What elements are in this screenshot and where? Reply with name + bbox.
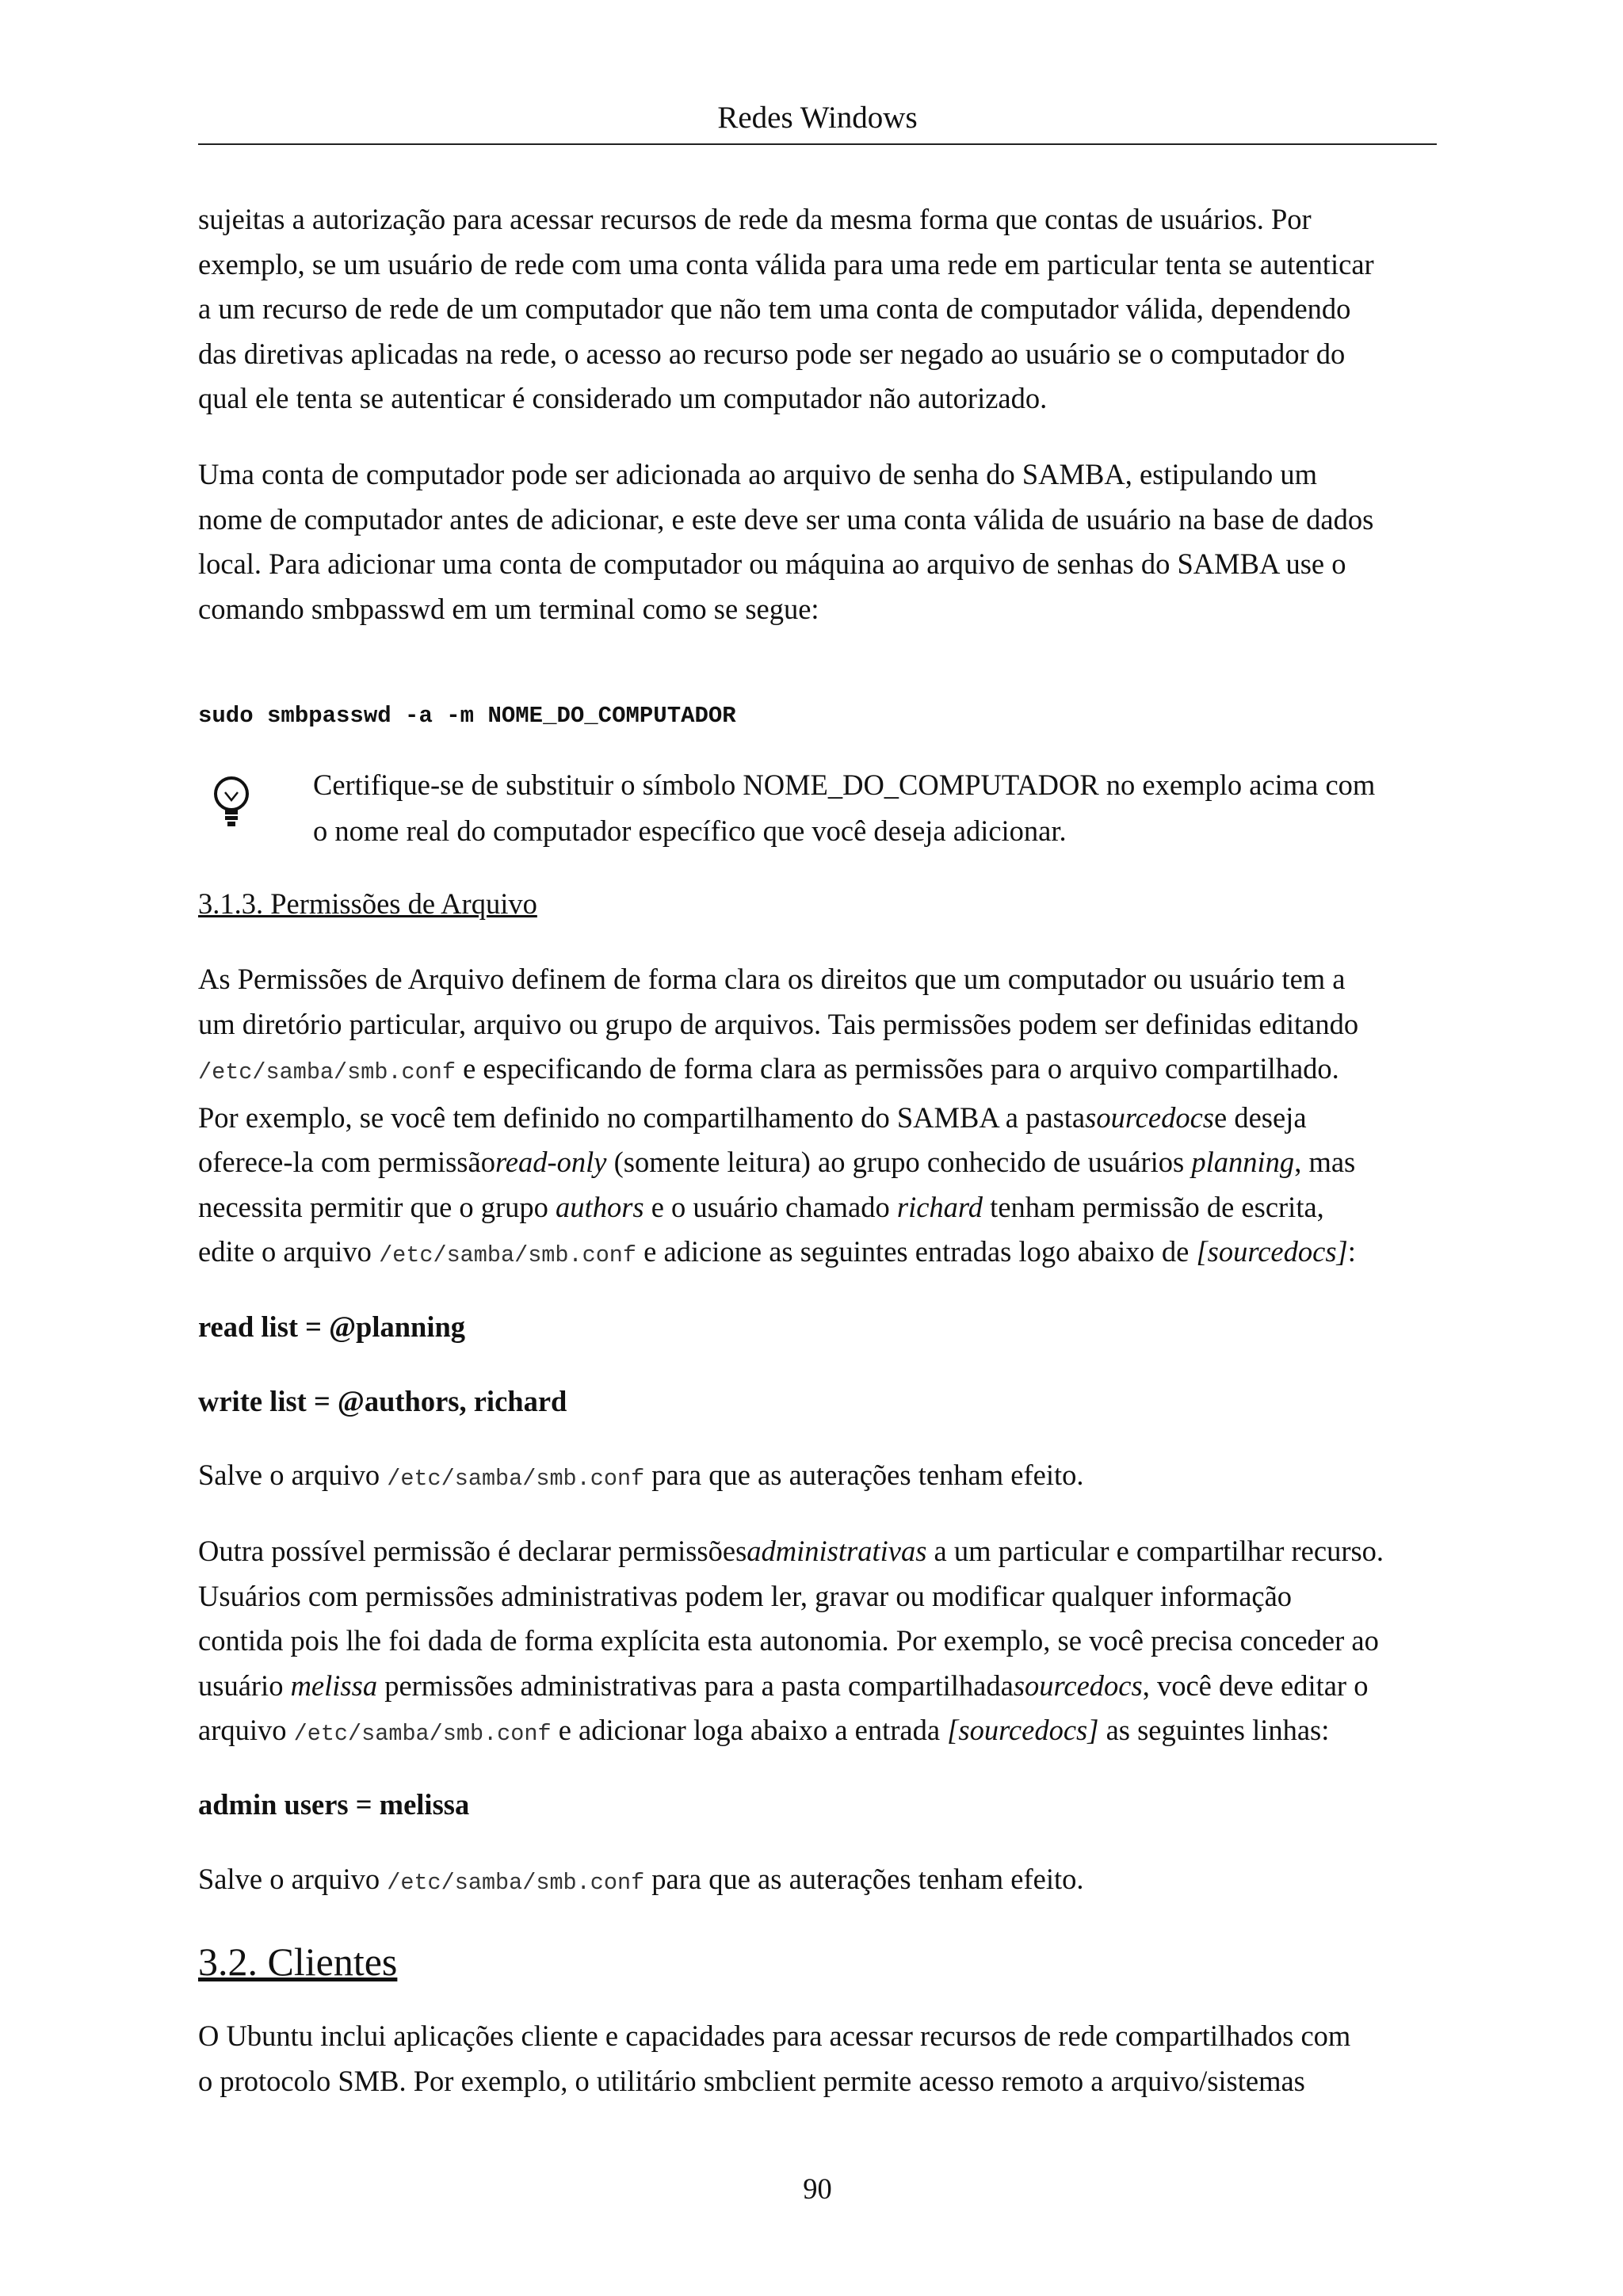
text-line: nome de computador antes de adicionar, e este deve ser uma conta válida de usuário na base de dados	[198, 502, 1374, 536]
text-line: exemplo, se um usuário de rede com uma conta válida para uma rede em particular tenta se autenticar	[198, 247, 1374, 280]
code-path: /etc/samba/smb.conf	[379, 1242, 637, 1268]
running-header: Redes Windows	[717, 101, 918, 135]
text-line: das diretivas aplicadas na rede, o acesso ao recurso pode ser negado ao usuário se o computador do	[198, 337, 1346, 370]
config-read-list: read list = @planning	[198, 1310, 466, 1343]
paragraph-file-permissions	[198, 957, 1437, 1279]
save-note: Salve o arquivo /etc/samba/smb.conf para que as auterações tenham efeito.	[198, 1863, 1084, 1896]
text-line: usuário melissa permissões administrativas para a pasta compartilhadasourcedocs, você deve editar o	[198, 1669, 1369, 1702]
text-line: Por exemplo, se você tem definido no compartilhamento do SAMBA a pastasourcedocse deseja	[198, 1100, 1307, 1134]
code-path: /etc/samba/smb.conf	[387, 1870, 645, 1896]
text-line: Uma conta de computador pode ser adicionada ao arquivo de senha do SAMBA, estipulando um	[198, 458, 1317, 490]
text-line: a um recurso de rede de um computador que não tem uma conta de computador válida, dependendo	[198, 292, 1351, 325]
italic-term: richard	[896, 1190, 983, 1223]
lightbulb-icon	[212, 775, 251, 832]
italic-term: administrativas	[747, 1535, 927, 1567]
tip-line: o nome real do computador específico que você deseja adicionar.	[313, 814, 1067, 847]
italic-term: sourcedocs	[1085, 1100, 1214, 1134]
italic-term: planning	[1191, 1146, 1295, 1178]
paragraph-account-auth	[198, 197, 1437, 421]
italic-term: [sourcedocs]	[1196, 1235, 1348, 1268]
header-rule	[198, 143, 1437, 145]
config-admin-users: admin users = melissa	[198, 1788, 470, 1821]
text-line: qual ele tenta se autenticar é considerado um computador não autorizado.	[198, 382, 1048, 414]
code-path: /etc/samba/smb.conf	[387, 1466, 645, 1492]
text-line: Usuários com permissões administrativas podem ler, gravar ou modificar qualquer informação	[198, 1579, 1293, 1612]
page-number: 90	[803, 2172, 832, 2205]
italic-term: sourcedocs	[1013, 1669, 1143, 1702]
text-line: necessita permitir que o grupo authors e o usuário chamado richard tenham permissão de escrita,	[198, 1190, 1324, 1223]
text-line: sujeitas a autorização para acessar recursos de rede da mesma forma que contas de usuários. Por	[198, 203, 1312, 235]
config-write-list: write list = @authors, richard	[198, 1385, 567, 1417]
italic-term: authors	[556, 1190, 644, 1223]
code-path: /etc/samba/smb.conf	[198, 1059, 456, 1085]
text-line: /etc/samba/smb.conf e especificando de forma clara as permissões para o arquivo compartilhado.	[198, 1052, 1339, 1085]
code-path: /etc/samba/smb.conf	[293, 1721, 552, 1747]
text-line: Outra possível permissão é declarar permissõesadministrativas a um particular e compartilhar recurso.	[198, 1535, 1384, 1567]
italic-term: [sourcedocs]	[947, 1714, 1099, 1746]
italic-term: read-only	[495, 1146, 607, 1178]
text-line: As Permissões de Arquivo definem de forma clara os direitos que um computador ou usuário tem a	[198, 963, 1346, 995]
text-line: contida pois lhe foi dada de forma explícita esta autonomia. Por exemplo, se você precisa conceder ao	[198, 1624, 1379, 1657]
save-note: Salve o arquivo /etc/samba/smb.conf para que as auterações tenham efeito.	[198, 1459, 1084, 1492]
text-line: local. Para adicionar uma conta de computador ou máquina ao arquivo de senhas do SAMBA use o	[198, 547, 1346, 580]
text-line: comando smbpasswd em um terminal como se segue:	[198, 592, 819, 625]
tip-note	[313, 762, 1438, 854]
italic-term: melissa	[290, 1669, 378, 1702]
paragraph-clients	[198, 2014, 1437, 2103]
section-heading-3-1-3: 3.1.3. Permissões de Arquivo	[198, 887, 537, 920]
text-line: edite o arquivo /etc/samba/smb.conf e adicione as seguintes entradas logo abaixo de [sourcedocs]:	[198, 1235, 1356, 1268]
text-line: o protocolo SMB. Por exemplo, o utilitário smbclient permite acesso remoto a arquivo/sistemas	[198, 2064, 1305, 2097]
paragraph-add-computer-account	[198, 452, 1437, 631]
paragraph-admin-permissions	[198, 1529, 1437, 1757]
text-line: oferece-la com permissãoread-only (somente leitura) ao grupo conhecido de usuários planning, mas	[198, 1146, 1356, 1178]
text-line: um diretório particular, arquivo ou grupo de arquivos. Tais permissões podem ser definidas editando	[198, 1007, 1359, 1040]
command-line: sudo smbpasswd -a -m NOME_DO_COMPUTADOR	[198, 703, 736, 729]
section-heading-3-2: 3.2. Clientes	[198, 1939, 398, 1984]
text-line: arquivo /etc/samba/smb.conf e adicionar loga abaixo a entrada [sourcedocs] as seguintes linhas:	[198, 1714, 1330, 1747]
tip-line: Certifique-se de substituir o símbolo NOME_DO_COMPUTADOR no exemplo acima com	[313, 769, 1376, 801]
text-line: O Ubuntu inclui aplicações cliente e capacidades para acessar recursos de rede compartilhados com	[198, 2019, 1351, 2052]
